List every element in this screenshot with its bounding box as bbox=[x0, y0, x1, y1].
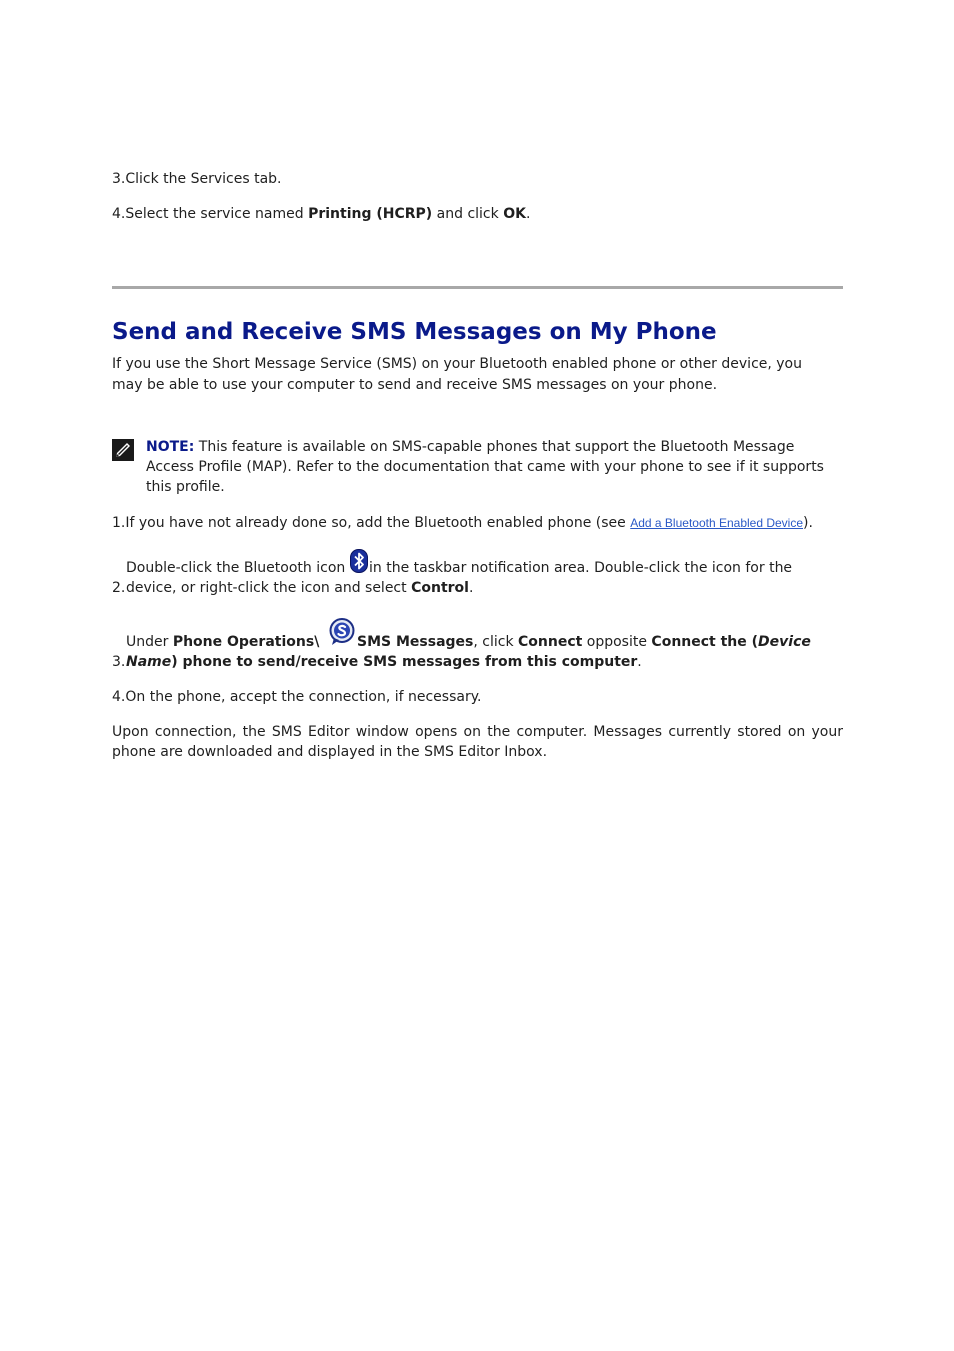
section-intro: If you use the Short Message Service (SMS) on your Bluetooth enabled phone or other device, you may be able to use your computer to send and receive SMS messages on your phone. bbox=[112, 356, 802, 393]
step-3-line1-start: Under Phone Operations\ bbox=[126, 634, 320, 650]
step-text: On the phone, accept the connection, if necessary. bbox=[125, 689, 482, 705]
step-text: Click the Services tab. bbox=[125, 171, 282, 187]
step-number: 1. bbox=[112, 515, 126, 531]
step-2-line1: Double-click the Bluetooth icon bbox=[126, 560, 346, 576]
sms-messages-label: SMS Messages bbox=[357, 634, 474, 650]
step-1-add-device: 1.If you have not already done so, add the Bluetooth enabled phone (see Add a Bluetooth Enabled Device). bbox=[112, 515, 813, 531]
step-2-line2: device, or right-click the icon and select Control. bbox=[126, 580, 474, 596]
section-title: Send and Receive SMS Messages on My Phone bbox=[112, 319, 717, 345]
step-3-services bbox=[112, 169, 282, 189]
bluetooth-icon bbox=[350, 549, 368, 573]
step-number-2: 2. bbox=[112, 580, 126, 596]
step-4-printing: 4.Select the service named Printing (HCRP) and click OK. bbox=[112, 206, 531, 222]
sms-icon bbox=[328, 618, 356, 646]
step-3-line1-rest: SMS Messages, click Connect opposite Connect the (Device bbox=[357, 634, 811, 650]
control-label: Control bbox=[411, 580, 469, 596]
ok-label: OK bbox=[503, 206, 526, 222]
step-number: 3. bbox=[112, 171, 126, 187]
step-2-line1-continued: in the taskbar notification area. Double-click the icon for the bbox=[369, 560, 793, 576]
step-number-3: 3. bbox=[112, 654, 126, 670]
phone-operations-label: Phone Operations\ bbox=[172, 634, 320, 650]
step-3-line2: Name) phone to send/receive SMS messages from this computer. bbox=[126, 654, 642, 670]
add-device-link[interactable]: Add a Bluetooth Enabled Device bbox=[630, 516, 804, 530]
step-number: 4. bbox=[112, 206, 126, 222]
step-4-accept bbox=[112, 687, 481, 707]
service-name: Printing (HCRP) bbox=[308, 206, 433, 222]
connect-label: Connect bbox=[518, 634, 583, 650]
section-divider bbox=[112, 286, 843, 289]
pencil-note-icon bbox=[112, 439, 134, 461]
note-box: NOTE: This feature is available on SMS-capable phones that support the Bluetooth Message Access Profile (MAP). Refer to the documentation that came with your phone to see if it supports this profile. bbox=[146, 439, 824, 495]
step-number: 4. bbox=[112, 689, 126, 705]
closing-paragraph: Upon connection, the SMS Editor window opens on the computer. Messages currently stored on your phone are downloaded and displayed in the SMS Editor Inbox. bbox=[112, 724, 843, 760]
note-label: NOTE: bbox=[146, 439, 195, 455]
